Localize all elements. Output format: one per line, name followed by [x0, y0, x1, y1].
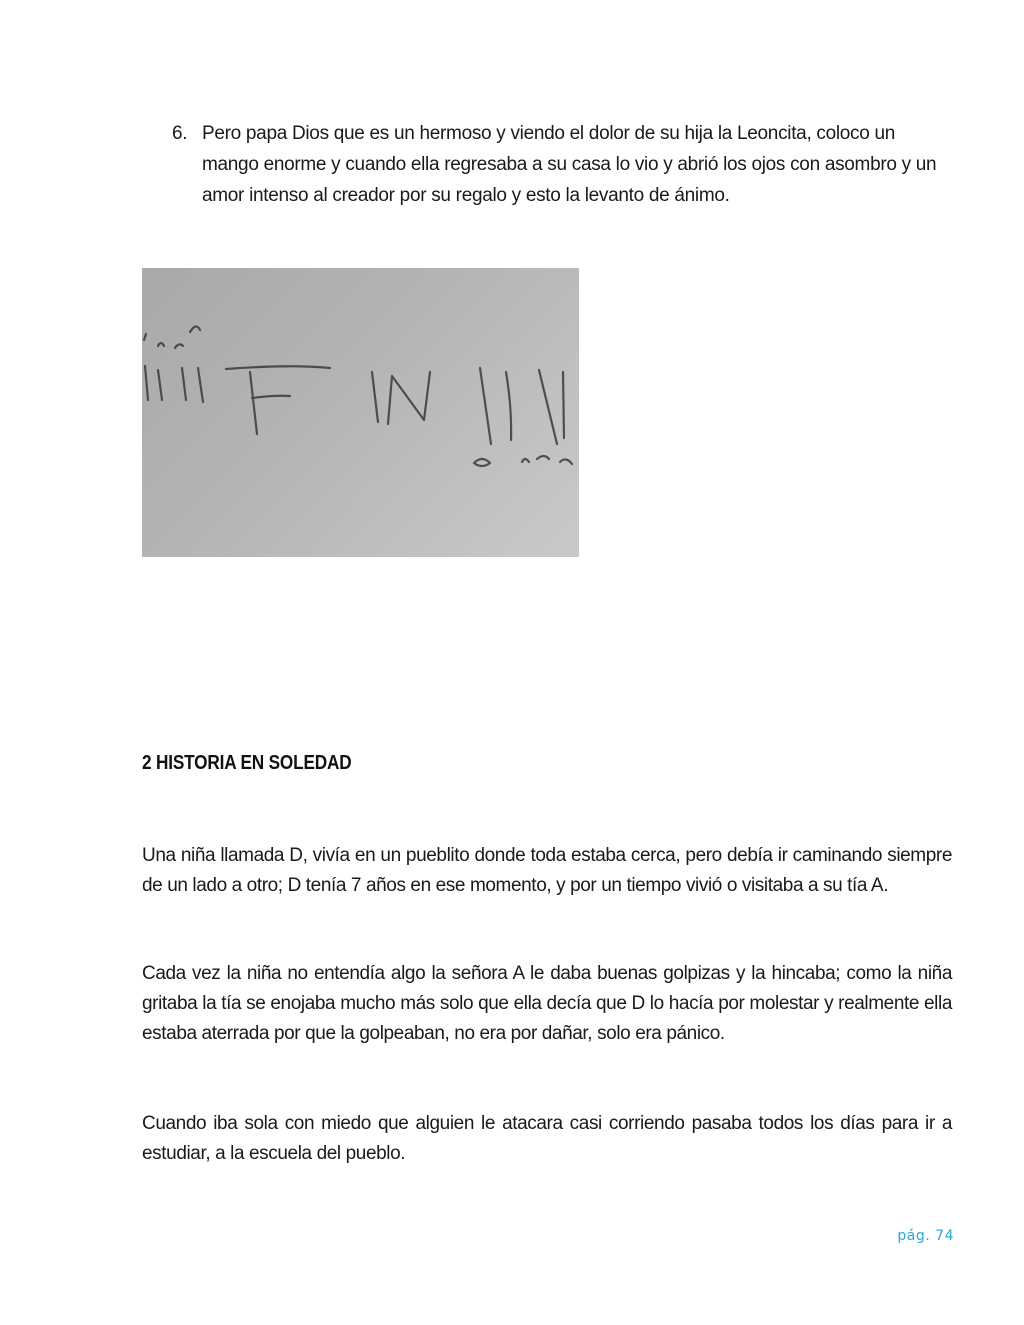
page-number: pág. 74: [897, 1228, 954, 1244]
section-heading: 2 HISTORIA EN SOLEDAD: [142, 752, 352, 774]
handwritten-fin-drawing: [142, 268, 579, 557]
story-paragraph: Cuando iba sola con miedo que alguien le atacara casi corriendo pasaba todos los días para ir a estudiar, a la escuela del pueblo.: [142, 1113, 952, 1164]
story-paragraph: Una niña llamada D, vivía en un pueblito donde toda estaba cerca, pero debía ir caminando siempre de un lado a otro; D tenía 7 años en ese momento, y por un tiempo vivió o visitaba a su tía A.: [142, 845, 952, 896]
list-item-number: 6.: [172, 123, 188, 144]
list-item-text: Pero papa Dios que es un hermoso y viendo el dolor de su hija la Leoncita, coloco un mango enorme y cuando ella regresaba a su casa lo vio y abrió los ojos con asombro y un amor intenso al creador por su regalo y esto la levanto de ánimo.: [202, 123, 937, 206]
story-paragraph: Cada vez la niña no entendía algo la señora A le daba buenas golpizas y la hincaba; como la niña gritaba la tía se enojaba mucho más solo que ella decía que D lo hacía por molestar y realmente ella estaba aterrada por que la golpeaban, no era por dañar, solo era pánico.: [142, 963, 952, 1044]
handwritten-fin-photo: [142, 268, 579, 557]
numbered-list-item: [172, 118, 954, 211]
